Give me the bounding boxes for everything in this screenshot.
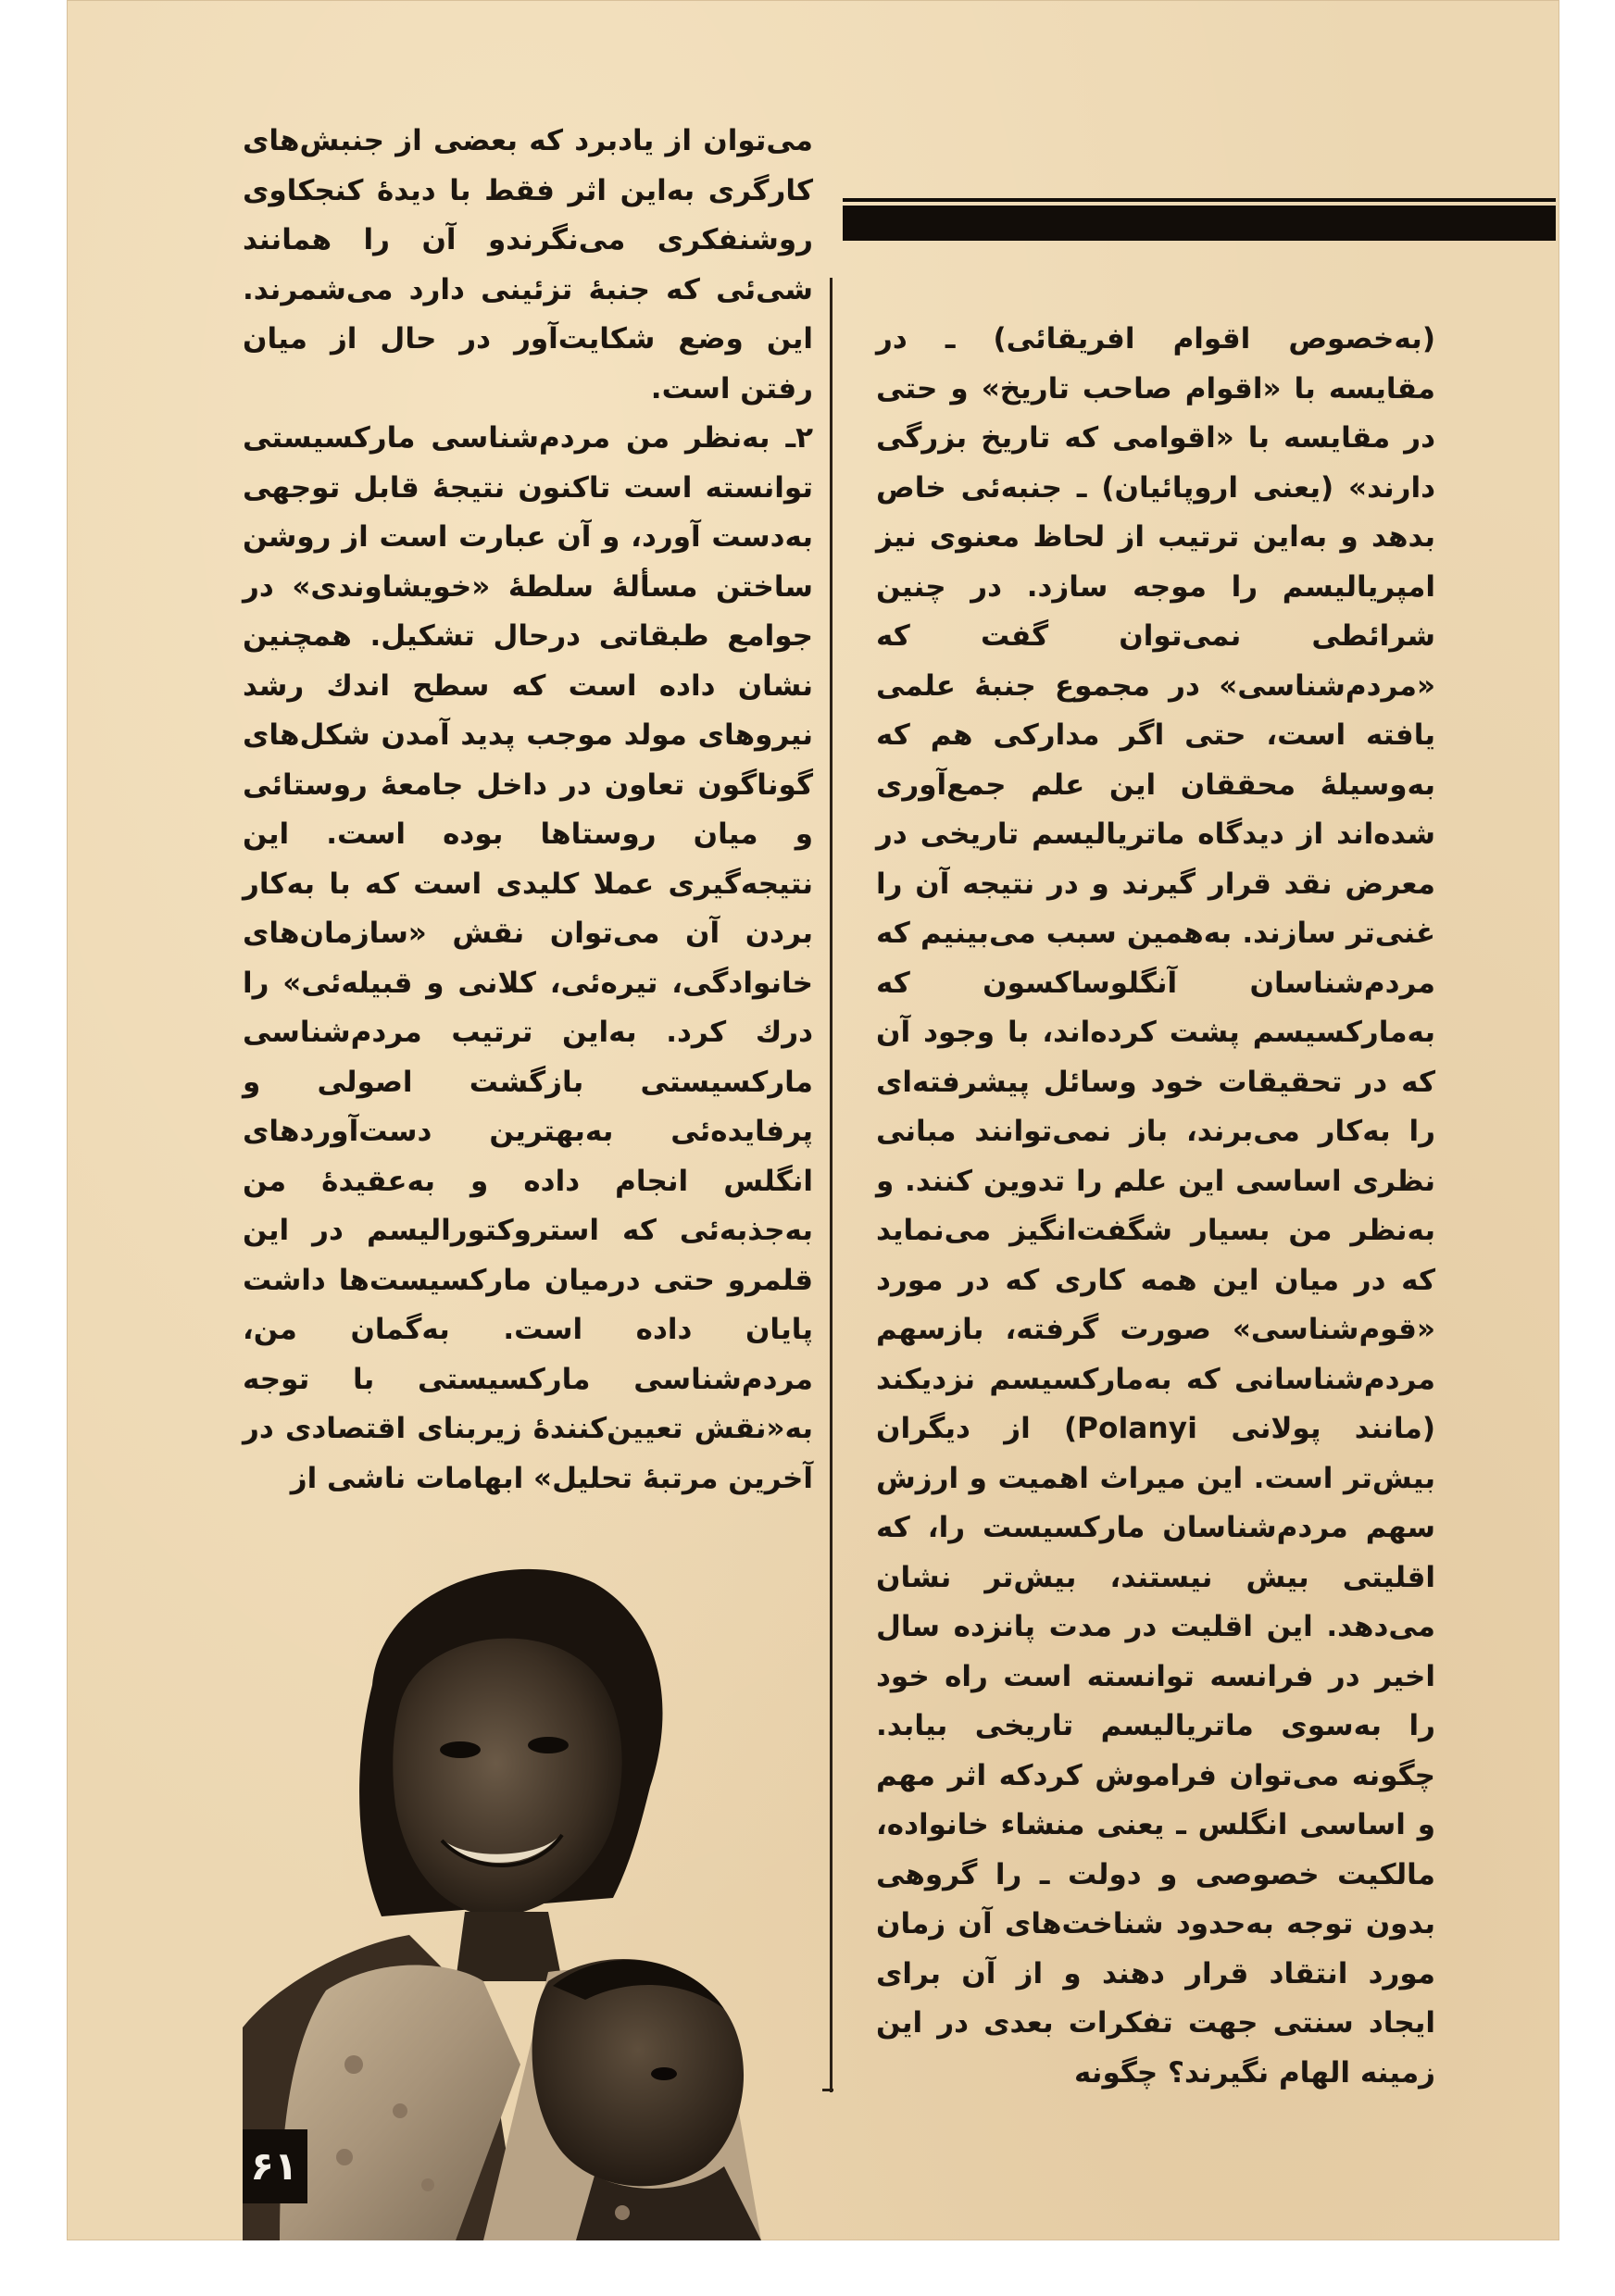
page-number: ۶۱ — [250, 2143, 298, 2189]
left-column-paragraph: می‌توان از یادبرد که بعضی از جنبش‌های کارگری به‌این اثر فقط با دیدهٔ کنجکاوی روشنفکری می‌نگرندو آن را همانند شی‌ئی که جنبهٔ تزئینی دارد می‌شمرند. این وضع شکایت‌آور در حال از میان رفتن است. — [243, 124, 813, 406]
left-text-column — [243, 117, 813, 1504]
header-rule-bar — [843, 206, 1556, 241]
left-column-paragraph: ۲ـ به‌نظر من مردم‌شناسی مارکسیستی توانسته است تاکنون نتیجهٔ قابل توجهی به‌دست آورد، و آن عبارت است از روشن ساختن مسألهٔ سلطهٔ «خویشاوندی» در جوامع طبقاتی درحال تشکیل. همچنین نشان داده است که سطح اندك رشد نیروهای مولد موجب پدید آمدن شکل‌های گوناگون تعاون در داخل جامعهٔ روستائی و میان روستاها بوده است. این نتیجه‌گیری عملا کلیدی است که با به‌کار بردن آن می‌توان نقش «سازمان‌های خانوادگی، تیره‌ئی، کلانی و قبیله‌ئی» را درك کرد. به‌این ترتیب مردم‌شناسی مارکسیستی بازگشت اصولی و پرفایده‌ئی به‌بهترین دست‌آوردهای انگلس انجام داده و به‌عقیدهٔ من به‌جذبه‌ئی که استروکتورالیسم در این قلمرو حتی درمیان مارکسیست‌ها داشت پایان داده است. به‌گمان من، مردم‌شناسی مارکسیستی با توجه به«نقش تعیین‌کنندهٔ زیربنای اقتصادی در آخرین مرتبهٔ تحلیل» ابهامات ناشی از — [243, 421, 813, 1495]
header-rule-thin — [843, 198, 1556, 202]
right-text-column — [876, 315, 1435, 2098]
mother-and-child-photo — [243, 1546, 854, 2240]
right-column-paragraph: (به‌خصوص اقوام افریقائی) ـ در مقایسه با «اقوام صاحب تاریخ» و حتی در مقایسه با «اقوامی که تاریخ بزرگی دارند» (یعنی اروپائیان) ـ جنبه‌ئی خاص بدهد و به‌این ترتیب از لحاظ معنوی نیز امپریالیسم را موجه سازد. در چنین شرائطی نمی‌توان گفت که «مردم‌شناسی» در مجموع جنبهٔ علمی یافته است، حتی اگر مدارکی هم که به‌وسیلهٔ محققان این علم جمع‌آوری شده‌اند از دیدگاه ماتریالیسم تاریخی در معرض نقد قرار گیرند و در نتیجه آن را غنی‌تر سازند. به‌همین سبب می‌بینیم که مردم‌شناسان آنگلوساکسون که به‌مارکسیسم پشت کرده‌اند، با وجود آن که در تحقیقات خود وسائل پیشرفته‌ای را به‌کار می‌برند، باز نمی‌توانند مبانی نظری اساسی این علم را تدوین کنند. و به‌نظر من بسیار شگفت‌انگیز می‌نماید که در میان این همه کاری که در مورد «قوم‌شناسی» صورت گرفته، بازسهم مردم‌شناسانی که به‌مارکسیسم نزدیکند (مانند پولانی Polanyi) از دیگران بیش‌تر است. این میراث اهمیت و ارزش سهم مردم‌شناسان مارکسیست را، که اقلیتی بیش نیستند، بیش‌تر نشان می‌دهد. این اقلیت در مدت پانزده سال اخیر در فرانسه توانسته است راه خود را به‌سوی ماتریالیسم تاریخی بیابد. چگونه می‌توان فراموش کردکه اثر مهم و اساسی انگلس ـ یعنی منشاء خانواده، مالکیت خصوصی و دولت ـ را گروهی بدون توجه به‌حدود شناخت‌های آن زمان مورد انتقاد قرار دهند و از آن برای ایجاد سنتی جهت تفکرات بعدی در این زمینه الهام نگیرند؟ چگونه — [876, 322, 1435, 2090]
